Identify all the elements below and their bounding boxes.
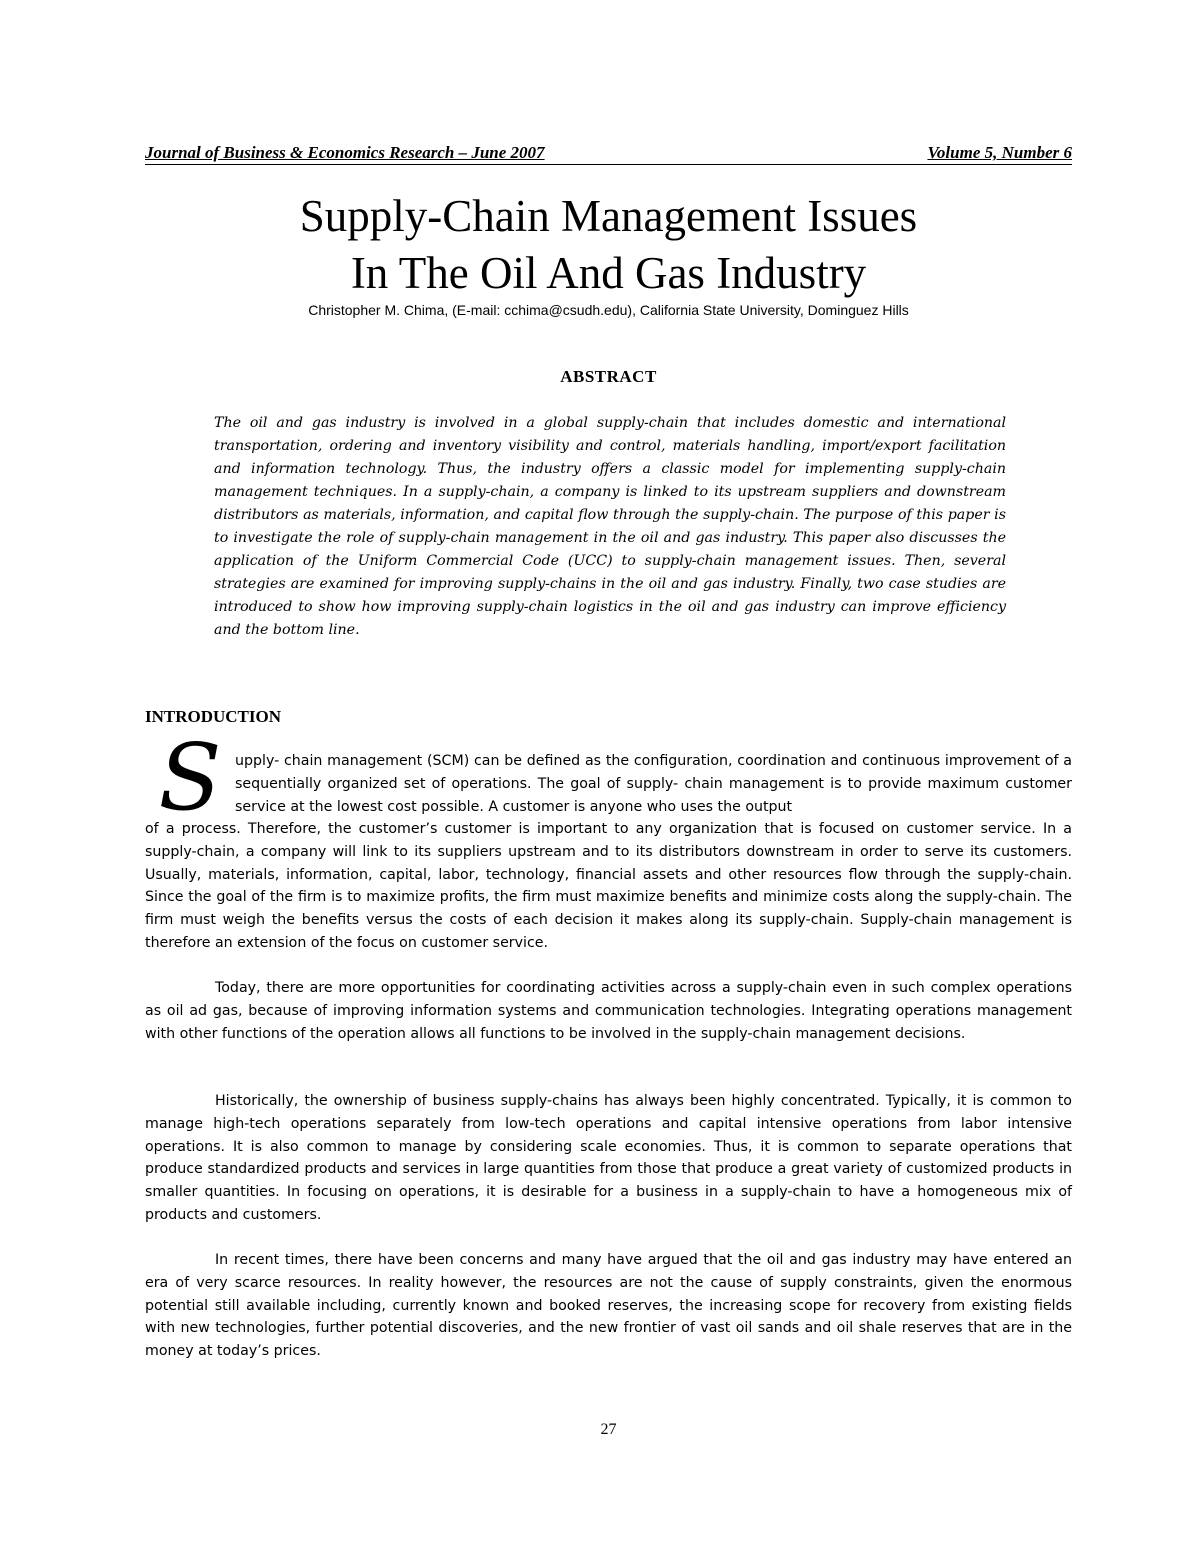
paper-title-line-2: In The Oil And Gas Industry [350, 248, 867, 298]
body-paragraph: Today, there are more opportunities for coordinating activities across a supply-chain even in such complex operations as oil ad gas, because of improving information systems and communication technologies. Integrating operations management with other functions of the operation allows all functions to be involved in the supply-chain management decisions. [145, 980, 1072, 1042]
abstract-heading: ABSTRACT [560, 367, 657, 386]
introduction-lead-text: upply- chain management (SCM) can be defined as the configuration, coordination and continuous improvement of a sequentially organized set of operations. The goal of supply- chain management is to provide maximum customer service at the lowest cost possible. A customer is anyone who uses the output [235, 753, 1072, 815]
volume-number: Volume 5, Number 6 [927, 143, 1072, 162]
introduction-continued-text: of a process. Therefore, the customer’s customer is important to any organization that is focused on customer service. In a supply-chain, a company will link to its suppliers upstream and to its distributors downstream in order to serve its customers. Usually, materials, information, capital, labor, technology, financial assets and other resources flow through the supply-chain. Since the goal of the firm is to maximize profits, the firm must maximize benefits and minimize costs along the supply-chain. The firm must weigh the benefits versus the costs of each decision it makes along its supply-chain. Supply-chain management is therefore an extension of the focus on customer service. [145, 821, 1072, 951]
page-number: 27 [600, 1421, 617, 1438]
drop-cap-letter: S [158, 724, 222, 831]
running-header [145, 142, 1072, 165]
author-affiliation: Christopher M. Chima, (E-mail: cchima@csudh.edu), California State University, Dominguez Hills [308, 302, 909, 318]
body-paragraph: Historically, the ownership of business supply-chains has always been highly concentrated. Typically, it is common to manage high-tech operations separately from low-tech operations and capital intensive operations from labor intensive operations. It is also common to manage by considering scale economies. Thus, it is common to separate operations that produce standardized products and services in large quantities from those that produce a great variety of customized products in smaller quantities. In focusing on operations, it is desirable for a business in a supply-chain to have a homogeneous mix of products and customers. [145, 1093, 1072, 1223]
abstract-text: The oil and gas industry is involved in a global supply-chain that includes domestic and international transportation, ordering and inventory visibility and control, materials handling, import/export facilitation and information technology. Thus, the industry offers a classic model for implementing supply-chain management techniques. In a supply-chain, a company is linked to its upstream suppliers and downstream distributors as materials, information, and capital flow through the supply-chain. The purpose of this paper is to investigate the role of supply-chain management in the oil and gas industry. This paper also discusses the application of the Uniform Commercial Code (UCC) to supply-chain management issues. Then, several strategies are examined for improving supply-chains in the oil and gas industry. Finally, two case studies are introduced to show how improving supply-chain logistics in the oil and gas industry can improve efficiency and the bottom line. [214, 415, 1006, 638]
body-paragraph: In recent times, there have been concerns and many have argued that the oil and gas industry may have entered an era of very scarce resources. In reality however, the resources are not the cause of supply constraints, given the enormous potential still available including, currently known and booked reserves, the increasing scope for recovery from existing fields with new technologies, further potential discoveries, and the new frontier of vast oil sands and oil shale reserves that are in the money at today’s prices. [145, 1252, 1072, 1360]
paper-title-line-1: Supply-Chain Management Issues [299, 191, 918, 241]
journal-name: Journal of Business & Economics Research – June 2007 [145, 143, 545, 162]
introduction-heading: INTRODUCTION [145, 707, 282, 726]
